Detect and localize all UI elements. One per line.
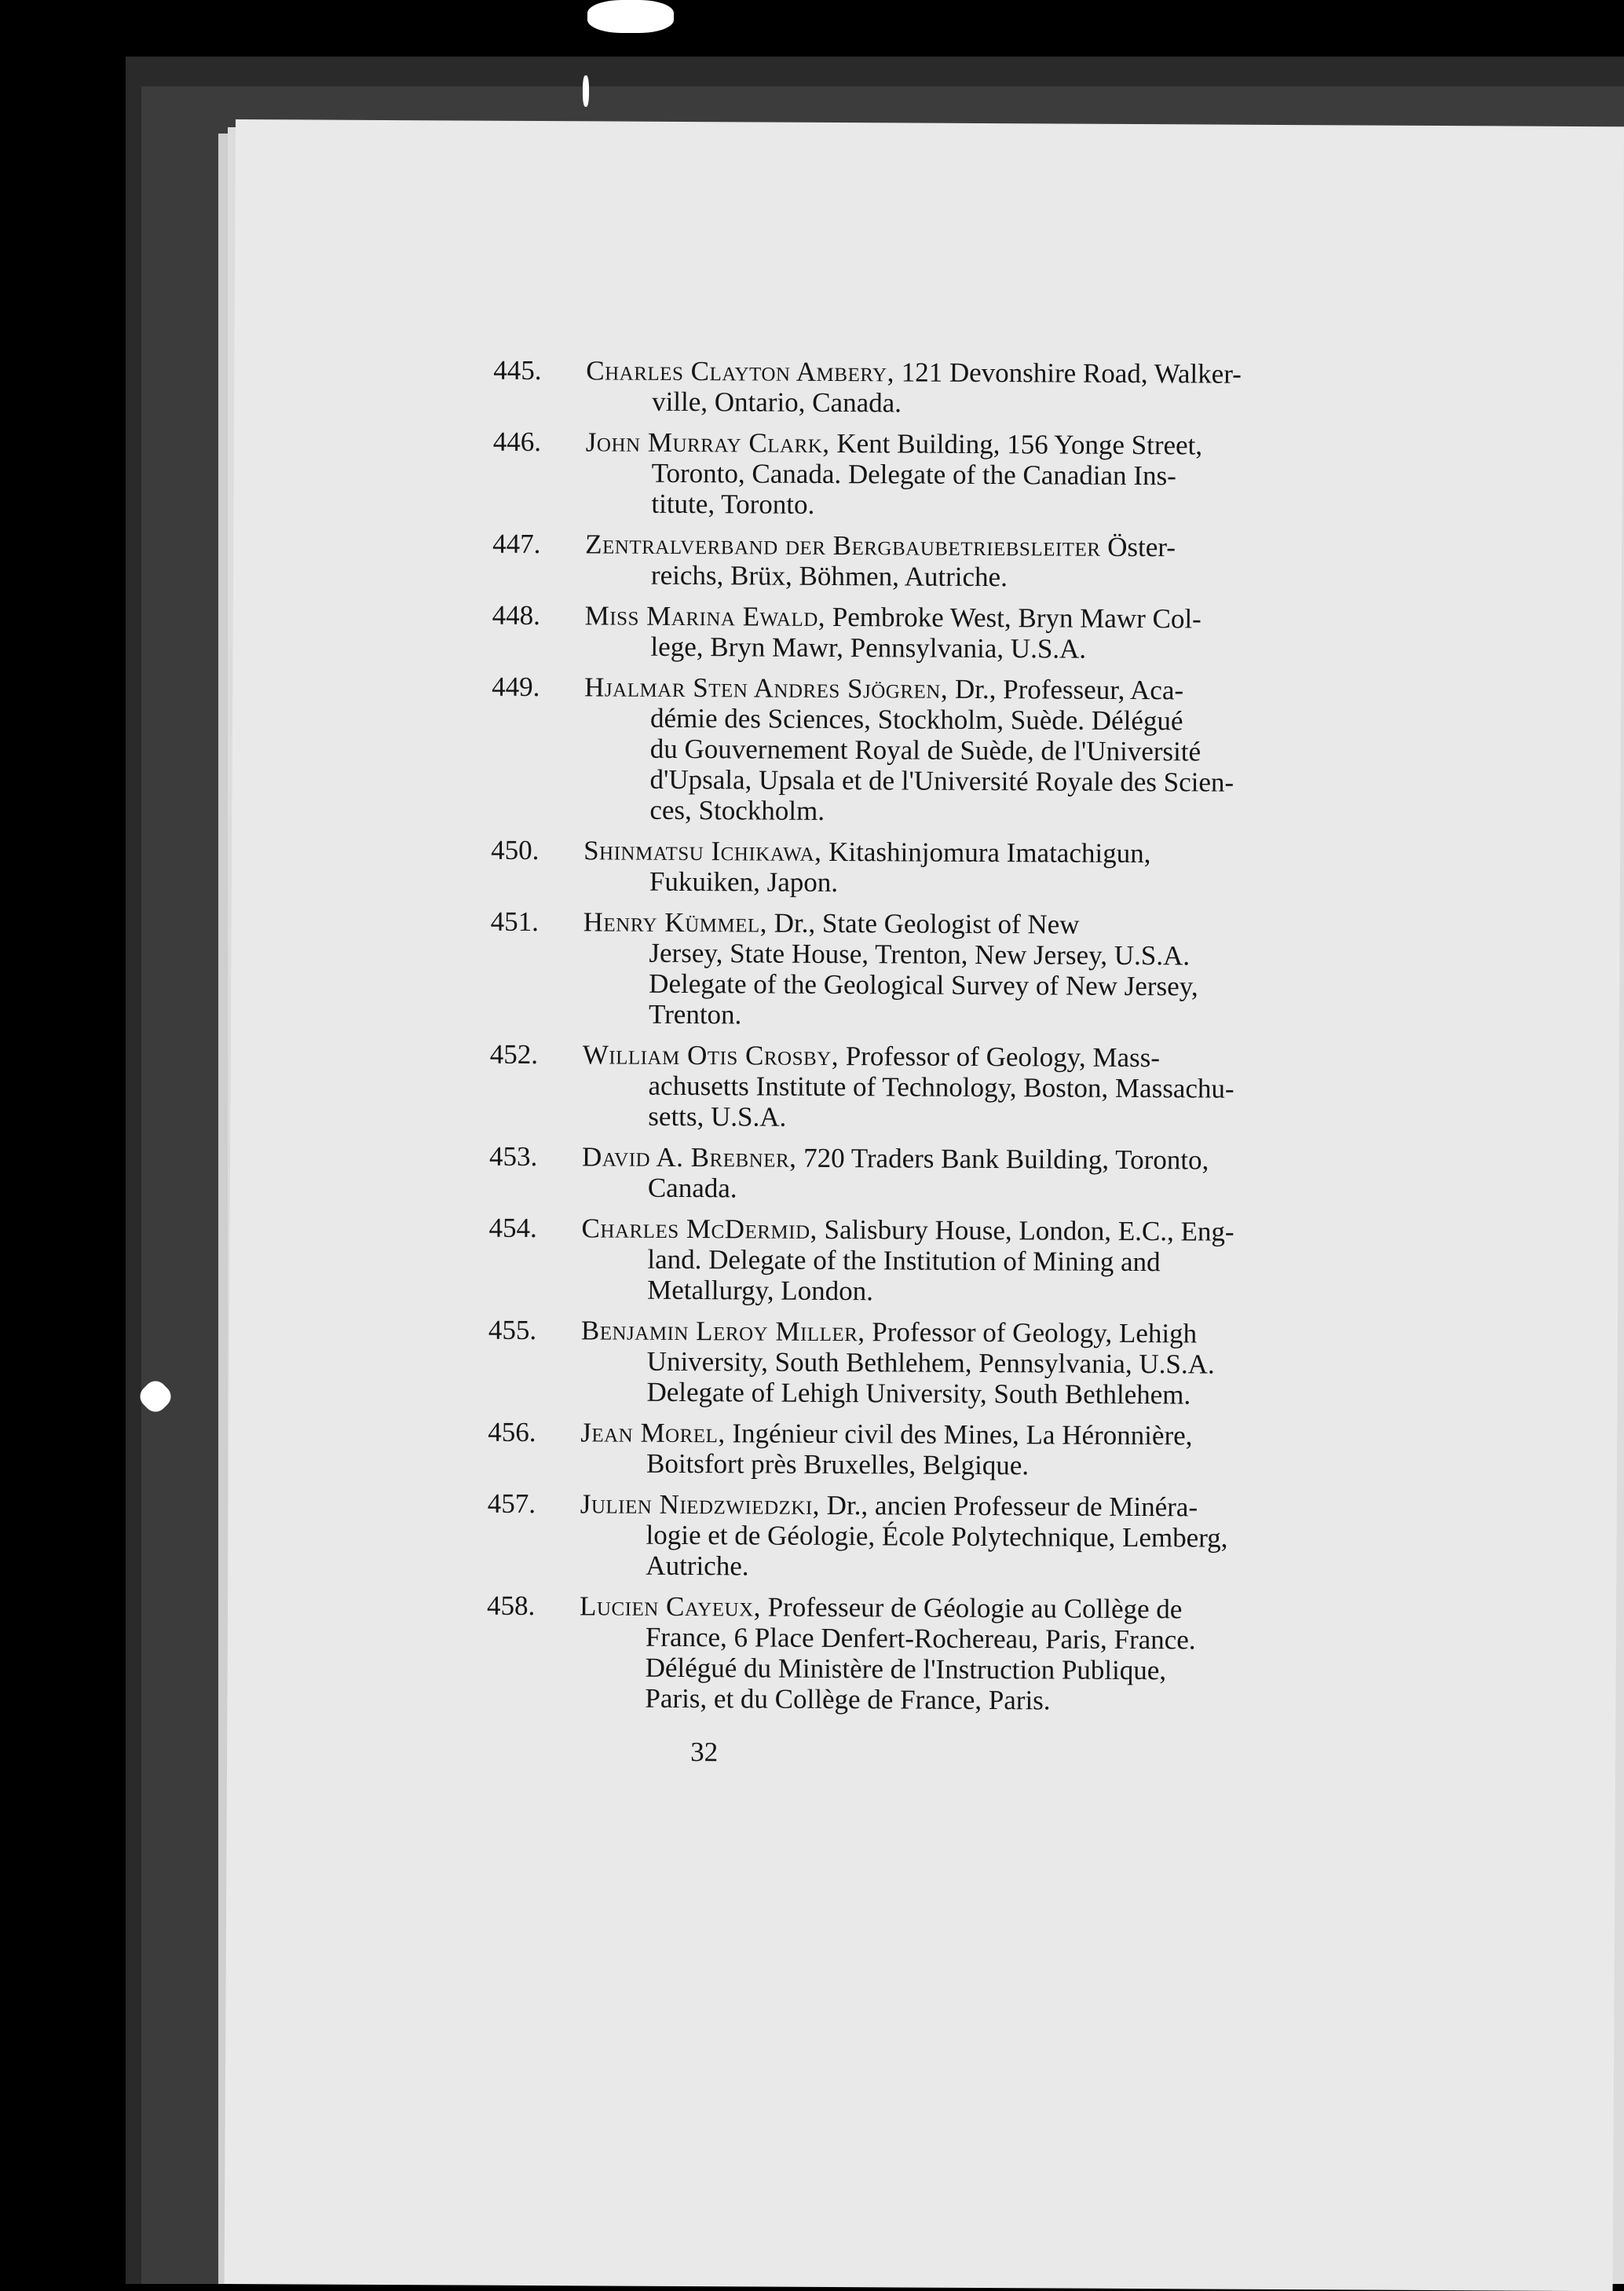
entry-text: Pembroke West, Bryn Mawr Col- [832,601,1202,635]
entry-first-line [584,672,1324,706]
member-name: David A. Brebner, [581,1141,797,1173]
list-item [490,906,1323,1034]
entry-text: 121 Devonshire Road, Walker- [901,357,1242,390]
entry-continuation: logie et de Géologie, École Polytechnique, Lemberg, [646,1519,1228,1554]
entry-text: Kent Building, 156 Yonge Street, [836,428,1203,461]
list-item [491,835,1323,901]
entry-text: Professeur de Géologie au Collège de [767,1591,1183,1625]
entry-text: 720 Traders Bank Building, Toronto, [803,1142,1209,1176]
entry-continuation: Delegate of the Geological Survey of New Jersey, [649,968,1198,1002]
entry-continuation: Boitsfort près Bruxelles, Belgique. [646,1447,1030,1481]
entry-first-line [585,600,1325,635]
entry-text: Öster- [1107,531,1176,563]
entry-text: Professor of Geology, Lehigh [872,1316,1198,1349]
entry-continuation: reichs, Brüx, Böhmen, Autriche. [650,559,1008,593]
member-name: Benjamin Leroy Miller, [580,1315,865,1348]
entry-first-line [582,1213,1322,1247]
member-name: Lucien Cayeux, [579,1590,761,1623]
entry-continuation: Canada. [647,1172,737,1204]
entry-number: 457. [487,1488,536,1520]
entry-number: 449. [492,671,540,703]
entry-first-line [583,835,1323,869]
entry-first-line [586,355,1326,390]
entry-first-line [580,1590,1319,1625]
member-name: John Murray Clark, [585,426,830,459]
entry-continuation: achusetts Institute of Technology, Boston, Massachu- [648,1070,1234,1104]
list-item [488,1417,1320,1483]
entry-number: 454. [488,1212,537,1244]
entry-first-line [583,1039,1322,1074]
entry-continuation: d'Upsala, Upsala et de l'Université Royale des Scien- [649,763,1234,798]
entry-text: Salisbury House, London, E.C., Eng- [824,1213,1234,1247]
list-item [492,600,1324,666]
entry-continuation: titute, Toronto. [651,488,815,520]
entry-number: 450. [491,834,540,866]
member-name: Shinmatsu Ichikawa, [583,835,822,867]
member-name: William Otis Crosby, [582,1039,839,1072]
entry-first-line [580,1488,1320,1523]
entry-continuation: setts, U.S.A. [648,1100,787,1133]
entry-text: Dr., ancien Professeur de Minéra- [826,1489,1198,1523]
list-item [489,1141,1322,1207]
entry-continuation: Toronto, Canada. Delegate of the Canadian Ins- [651,457,1176,492]
list-item [488,1315,1321,1411]
entry-first-line [586,426,1326,461]
entry-text: Professor of Geology, Mass- [845,1041,1161,1074]
entry-continuation: Fukuiken, Japon. [649,866,839,898]
member-name: Zentralverband der Bergbaubetriebsleiter [585,529,1101,562]
member-name: Charles Clayton Ambery, [586,355,894,388]
member-name: Henry Kümmel, [583,906,768,939]
entry-continuation: Autriche. [646,1550,749,1582]
member-name: Miss Marina Ewald, [584,600,826,632]
entry-first-line [582,1141,1322,1176]
list-item [491,672,1324,829]
entry-first-line [585,529,1325,563]
list-item [486,1590,1319,1718]
entry-continuation: démie des Sciences, Stockholm, Suède. Délégué [649,702,1183,737]
entry-number: 451. [490,906,540,938]
entry-continuation: land. Delegate of the Institution of Mining and [647,1243,1161,1278]
entry-text: Ingénieur civil des Mines, La Héronnière, [732,1418,1193,1451]
entry-continuation: lege, Bryn Mawr, Pennsylvania, U.S.A. [650,631,1087,664]
entry-number: 455. [488,1314,537,1346]
entry-continuation: du Gouvernement Royal de Suède, de l'Université [649,733,1202,767]
entry-continuation: Trenton. [648,998,742,1030]
entry-number: 448. [492,599,541,631]
entry-text: Dr., State Geologist of New [774,907,1080,940]
member-name: Hjalmar Sten Andres Sjögren, [584,672,949,705]
entry-number: 447. [492,528,541,560]
page-number: 32 [690,1737,719,1768]
member-name: Jean Morel, [580,1417,726,1449]
member-name: Charles McDermid, [581,1213,817,1245]
entry-continuation: Metallurgy, London. [647,1274,874,1307]
entry-first-line [583,906,1323,941]
entry-number: 445. [493,354,542,386]
member-name: Julien Niedzwiedzki, [580,1488,821,1521]
entry-continuation: ville, Ontario, Canada. [652,386,902,419]
list-item [492,426,1326,523]
document-page [225,119,1624,2291]
entry-text: Kitashinjomura Imatachigun, [828,836,1151,869]
entry-number: 452. [489,1038,539,1070]
entry-continuation: Délégué du Ministère de l'Instruction Publique, [645,1652,1167,1686]
entry-continuation: France, 6 Place Denfert-Rochereau, Paris, France. [645,1621,1196,1656]
list-item [487,1488,1320,1585]
entry-continuation: Paris, et du Collège de France, Paris. [645,1682,1051,1716]
entry-continuation: Jersey, State House, Trenton, New Jersey, U.S.A. [649,937,1191,972]
list-item [489,1039,1322,1136]
film-speck [587,0,674,33]
entry-continuation: University, South Bethlehem, Pennsylvania, U.S.A. [646,1345,1215,1380]
entry-number: 446. [492,426,542,458]
entry-text: Dr., Professeur, Aca- [954,673,1184,706]
entry-first-line [581,1315,1321,1349]
list-item [488,1213,1322,1309]
entry-continuation: ces, Stockholm. [649,794,825,826]
entry-number: 453. [488,1140,538,1173]
entry-continuation: Delegate of Lehigh University, South Bethlehem. [646,1376,1191,1411]
entry-number: 458. [486,1590,536,1622]
entry-first-line [580,1417,1320,1451]
entry-list [486,355,1326,1728]
list-item [492,529,1325,595]
list-item [493,355,1326,421]
entry-number: 456. [488,1416,536,1448]
film-speck-2 [583,75,589,107]
